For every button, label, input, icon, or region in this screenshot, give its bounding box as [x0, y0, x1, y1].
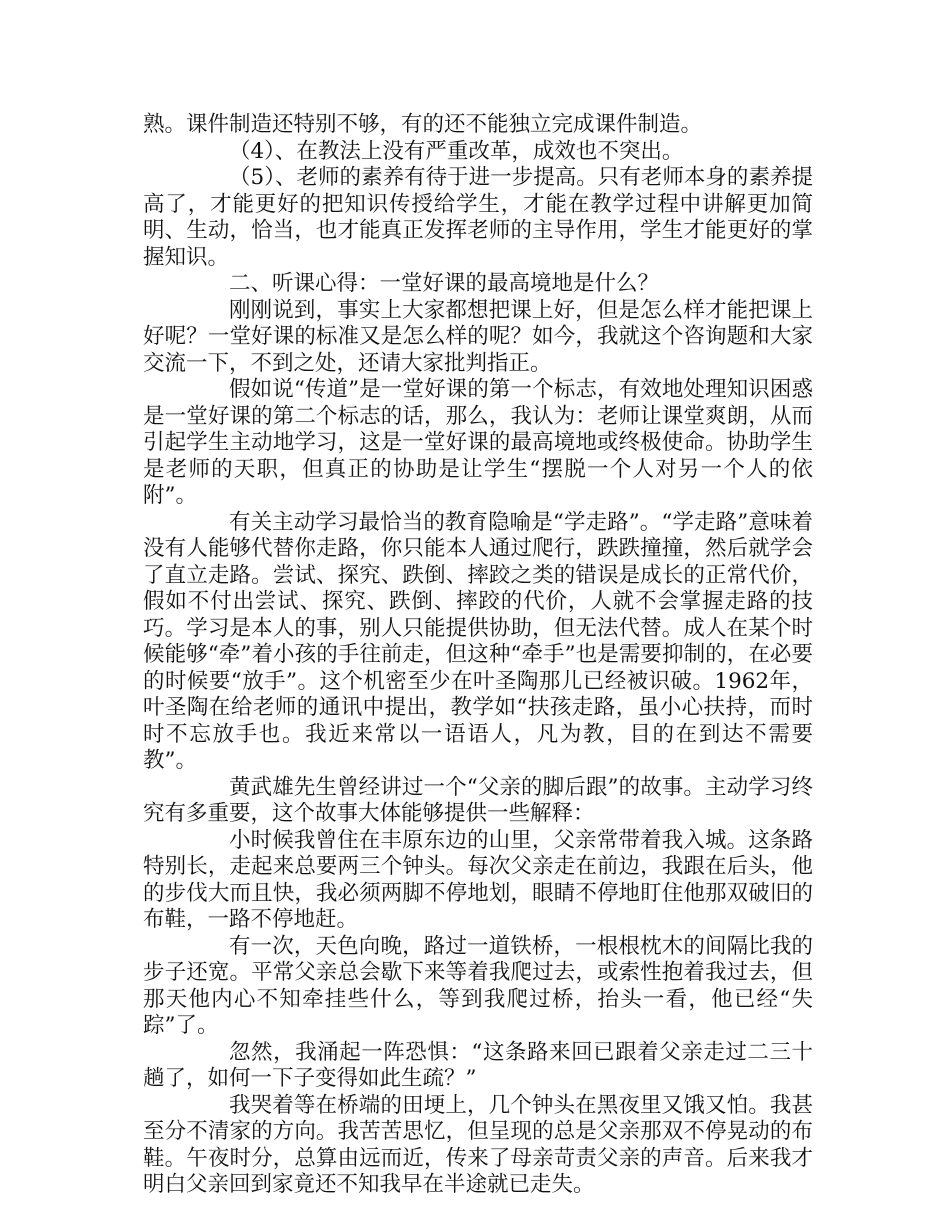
story-paragraph: 我哭着等在桥端的田埂上，几个钟头在黑夜里又饿又怕。我甚至分不清家的方向。我苦苦思忆，但呈现的总是父亲那双不停晃动的布鞋。午夜时分，总算由远而近，传来了母亲苛责父亲的声音。后来我才明白父亲回到家竟还不知我早在半途就已走失。 [143, 1092, 813, 1197]
story-paragraph: 小时候我曾住在丰原东边的山里，父亲常带着我入城。这条路特别长，走起来总要两三个钟头。每次父亲走在前边，我跟在后头，他的步伐大而且快，我必须两脚不停地划，眼睛不停地盯住他那双破旧的布鞋，一路不停地赶。 [143, 827, 813, 932]
paragraph-item-5: （5）、老师的素养有待于进一步提高。只有老师本身的素养提高了，才能更好的把知识传授给学生，才能在教学过程中讲解更加简明、生动，恰当，也才能真正发挥老师的主导作用，学生才能更好的掌握知识。 [143, 165, 813, 270]
section-heading: 二、听课心得：一堂好课的最高境地是什么？ [229, 271, 660, 296]
paragraph-continuation: 熟。课件制造还特别不够，有的还不能独立完成课件制造。 [143, 112, 703, 137]
paragraph: 黄武雄先生曾经讲过一个“父亲的脚后跟”的故事。主动学习终究有多重要，这个故事大体能够提供一些解释： [143, 774, 813, 826]
paragraph: 有关主动学习最恰当的教育隐喻是“学走路”。“学走路”意味着没有人能够代替你走路，你只能本人通过爬行，跌跌撞撞，然后就学会了直立走路。尝试、探究、跌倒、摔跤之类的错误是成长的正常代价，假如不付出尝试、探究、跌倒、摔跤的代价，人就不会掌握走路的技巧。学习是本人的事，别人只能提供协助，但无法代替。成人在某个时候能够“牵”着小孩的手往前走，但这种“牵手”也是需要抑制的，在必要的时候要“放手”。这个机密至少在叶圣陶那儿已经被识破。1962年，叶圣陶在给老师的通讯中提出，教学如“扶孩走路，虽小心扶持，而时时不忘放手也。我近来常以一语语人，凡为教，目的在到达不需要教”。 [143, 509, 813, 773]
story-paragraph: 有一次，天色向晚，路过一道铁桥，一根根枕木的间隔比我的步子还宽。平常父亲总会歇下来等着我爬过去，或索性抱着我过去，但那天他内心不知牵挂些什么，等到我爬过桥，抬头一看，他已经“失踪”了。 [143, 933, 813, 1038]
paragraph-item-4: （4）、在教法上没有严重改革，成效也不突出。 [229, 138, 684, 164]
story-paragraph: 忽然，我涌起一阵恐惧：“这条路来回已跟着父亲走过二三十趟了，如何一下子变得如此生疏？” [143, 1039, 813, 1091]
paragraph: 假如说“传道”是一堂好课的第一个标志，有效地处理知识困惑是一堂好课的第二个标志的话，那么，我认为：老师让课堂爽朗，从而引起学生主动地学习，这是一堂好课的最高境地或终极使命。协助学生是老师的天职，但真正的协助是让学生“摆脱一个人对另一个人的依附”。 [143, 377, 813, 508]
paragraph: 刚刚说到，事实上大家都想把课上好，但是怎么样才能把课上好呢？一堂好课的标准又是怎么样的呢？如今，我就这个咨询题和大家交流一下，不到之处，还请大家批判指正。 [143, 297, 813, 376]
document-body [143, 112, 813, 1199]
